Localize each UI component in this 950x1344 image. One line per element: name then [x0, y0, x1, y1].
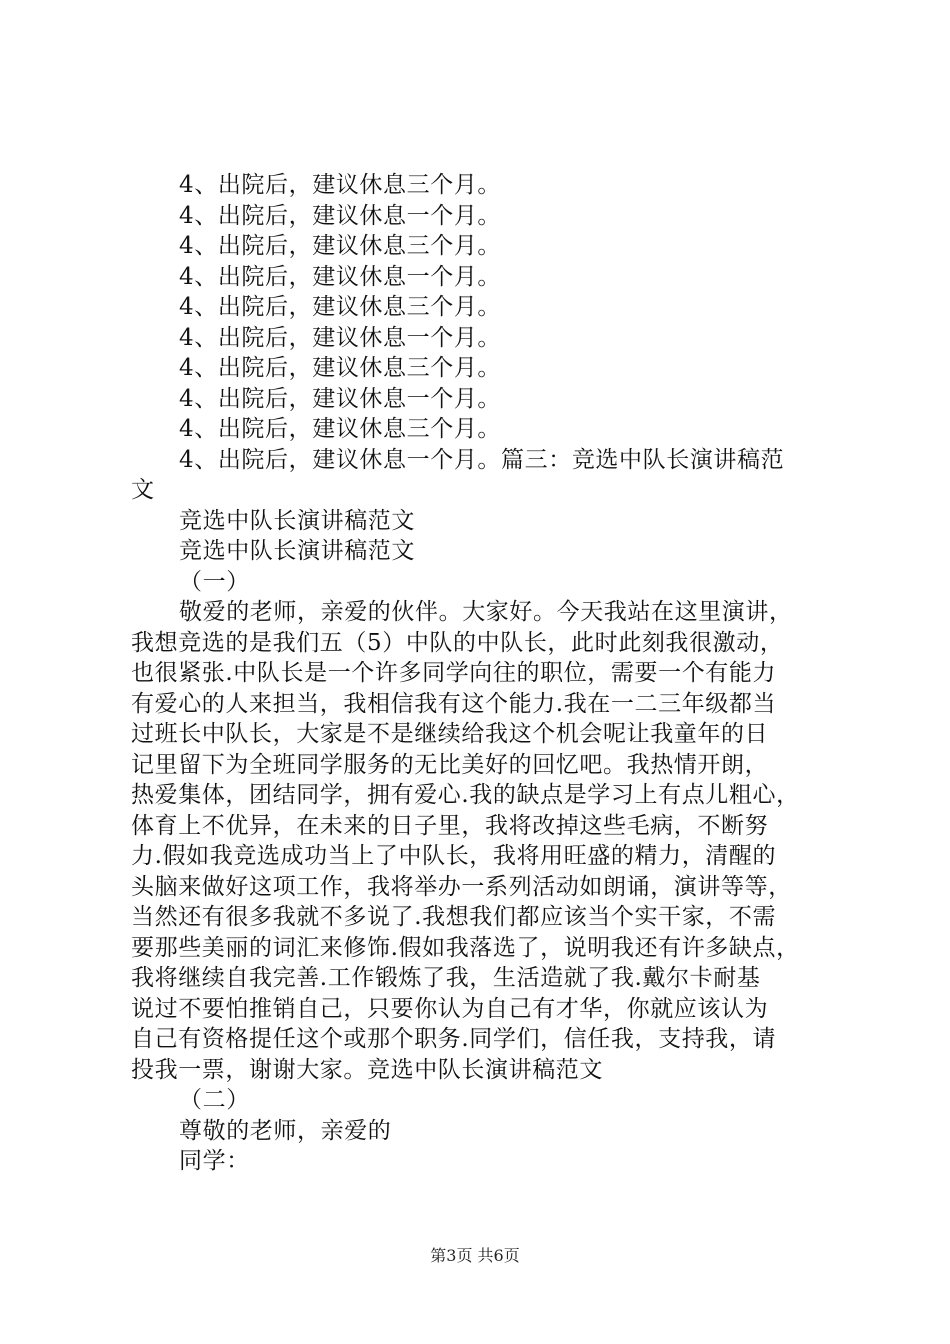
text-line: 有爱心的人来担当，我相信我有这个能力.我在一二三年级都当 [131, 690, 777, 717]
page-footer [0, 1243, 950, 1266]
document-body [131, 170, 831, 1177]
text-line: 热爱集体，团结同学，拥有爱心.我的缺点是学习上有点儿粗心， [131, 782, 800, 808]
text-line: 也很紧张.中队长是一个许多同学向往的职位，需要一个有能力 [131, 660, 777, 686]
text-line: 记里留下为全班同学服务的无比美好的回忆吧。我热情开朗， [131, 751, 769, 778]
text-line: 4、出院后，建议休息三个月。 [179, 355, 502, 381]
text-line: 4、出院后，建议休息三个月。 [179, 172, 502, 198]
text-line: 说过不要怕推销自己，只要你认为自己有才华，你就应该认为 [131, 995, 769, 1022]
text-line: 我想竞选的是我们五（5）中队的中队长，此时此刻我很激动， [131, 629, 784, 656]
text-line: 我将继续自我完善.工作锻炼了我，生活造就了我.戴尔卡耐基 [131, 965, 761, 991]
text-line: 头脑来做好这项工作，我将举办一系列活动如朗诵，演讲等等， [131, 873, 792, 900]
section-heading: 竞选中队长演讲稿范文 [179, 538, 415, 564]
text-line: 4、出院后，建议休息一个月。篇三：竞选中队长演讲稿范 [179, 446, 785, 473]
text-line: 4、出院后，建议休息一个月。 [179, 324, 502, 351]
text-line: 4、出院后，建议休息一个月。 [179, 385, 502, 412]
text-line: 敬爱的老师，亲爱的伙伴。大家好。今天我站在这里演讲， [179, 599, 793, 625]
section-number: （二） [179, 1087, 250, 1113]
text-line: 尊敬的老师，亲爱的 [179, 1117, 392, 1144]
section-number: （一） [179, 568, 250, 595]
section-heading: 竞选中队长演讲稿范文 [179, 507, 415, 534]
text-line: 4、出院后，建议休息三个月。 [179, 233, 502, 259]
text-line: 要那些美丽的词汇来修饰.假如我落选了，说明我还有许多缺点， [131, 934, 800, 961]
text-line: 体育上不优异，在未来的日子里，我将改掉这些毛病，不断努 [131, 812, 769, 839]
page-number-label: 第3页 共6页 [430, 1246, 520, 1265]
text-line: 力.假如我竞选成功当上了中队长，我将用旺盛的精力，清醒的 [131, 843, 777, 869]
text-line: 当然还有很多我就不多说了.我想我们都应该当个实干家，不需 [131, 904, 777, 930]
text-line: 同学： [179, 1148, 250, 1174]
text-line: 投我一票，谢谢大家。竞选中队长演讲稿范文 [131, 1056, 603, 1083]
text-line: 4、出院后，建议休息三个月。 [179, 416, 502, 442]
text-line: 4、出院后，建议休息一个月。 [179, 263, 502, 290]
text-line: 自己有资格提任这个或那个职务.同学们，信任我，支持我，请 [131, 1026, 777, 1052]
text-line: 4、出院后，建议休息三个月。 [179, 294, 502, 320]
text-line: 过班长中队长，大家是不是继续给我这个机会呢让我童年的日 [131, 721, 769, 747]
text-line: 4、出院后，建议休息一个月。 [179, 202, 502, 229]
text-line: 文 [131, 477, 155, 503]
